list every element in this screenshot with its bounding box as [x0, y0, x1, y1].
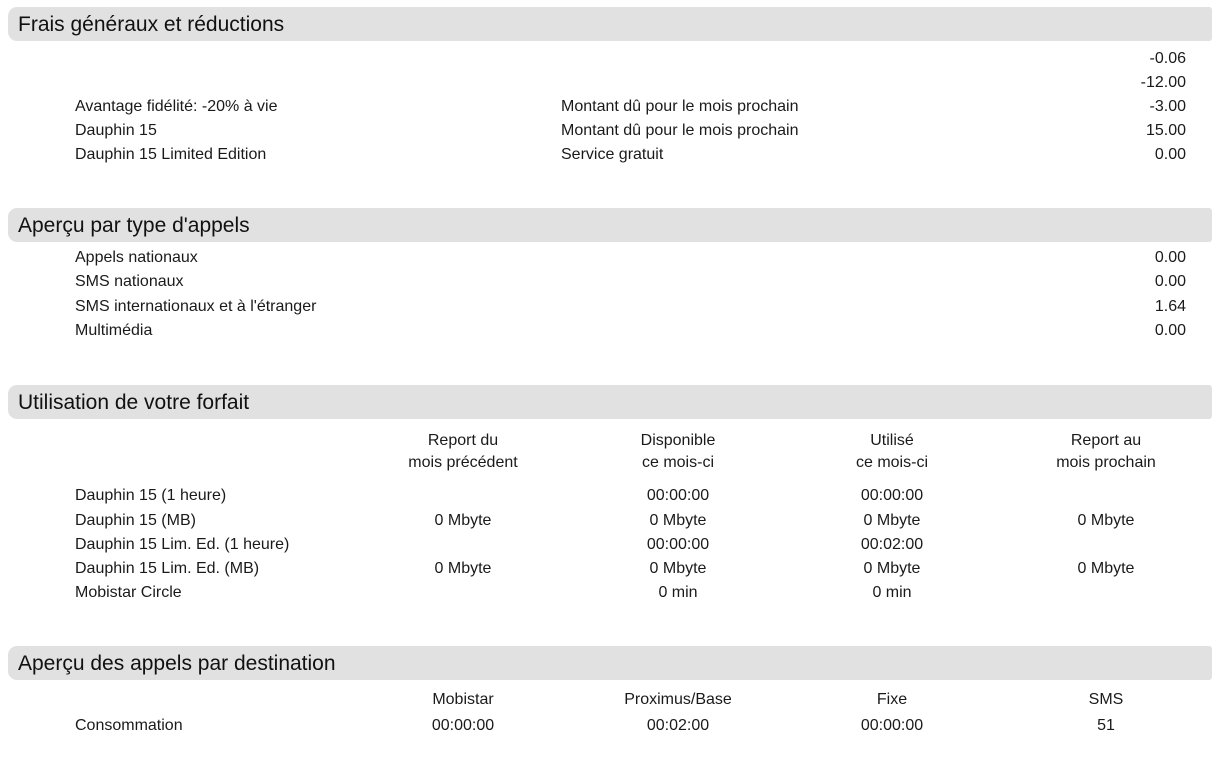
types-row-2-amount: 0.00	[1154, 273, 1186, 290]
destination-value-fixe: 00:00:00	[860, 717, 924, 734]
forfait-row-5-utilise: 0 min	[872, 584, 912, 601]
types-row-2-name: SMS nationaux	[75, 273, 184, 290]
forfait-col-report-proch-line1: Report au	[1070, 432, 1142, 449]
forfait-row-2-disponible: 0 Mbyte	[649, 512, 707, 529]
types-row-1-name: Appels nationaux	[75, 249, 198, 266]
destination-col-sms: SMS	[1088, 691, 1124, 708]
section-header-frais: Frais généraux et réductions	[8, 7, 1212, 41]
frais-row-2-name: Dauphin 15	[75, 122, 157, 139]
frais-row-1-name: Avantage fidélité: -20% à vie	[75, 98, 278, 115]
forfait-row-4-name: Dauphin 15 Lim. Ed. (MB)	[75, 560, 260, 577]
destination-col-mobistar: Mobistar	[432, 691, 494, 708]
forfait-row-4-utilise: 0 Mbyte	[863, 560, 921, 577]
forfait-row-5-report-prec	[363, 583, 563, 603]
destination-value-sms: 51	[1097, 717, 1115, 734]
types-row-4-name: Multimédia	[75, 322, 153, 339]
forfait-col-utilise-line2: ce mois-ci	[855, 454, 928, 471]
destination-value-mobistar: 00:00:00	[431, 717, 495, 734]
forfait-col-disponible-line2: ce mois-ci	[641, 454, 714, 471]
forfait-row-3-disponible: 00:00:00	[646, 536, 710, 553]
frais-row-1-desc: Montant dû pour le mois prochain	[561, 98, 799, 115]
forfait-row-4-report-proch: 0 Mbyte	[1077, 560, 1135, 577]
types-row-3-amount: 1.64	[1154, 298, 1186, 315]
section-header-forfait: Utilisation de votre forfait	[8, 385, 1212, 419]
forfait-row-4-disponible: 0 Mbyte	[649, 560, 707, 577]
forfait-row-5-name: Mobistar Circle	[75, 584, 182, 601]
forfait-row-5-report-proch	[1006, 583, 1206, 603]
forfait-row-1-name: Dauphin 15 (1 heure)	[75, 487, 227, 504]
types-row-1-amount: 0.00	[1154, 249, 1186, 266]
forfait-col-report-proch-line2: mois prochain	[1056, 454, 1156, 471]
types-row-3-name: SMS internationaux et à l'étranger	[75, 298, 317, 315]
forfait-row-1-report-proch	[1006, 486, 1206, 506]
frais-row-2-desc: Montant dû pour le mois prochain	[561, 122, 799, 139]
destination-col-proximus: Proximus/Base	[624, 691, 732, 708]
section-header-destination: Aperçu des appels par destination	[8, 646, 1212, 680]
frais-total-2: -12.00	[1140, 74, 1186, 91]
forfait-row-2-name: Dauphin 15 (MB)	[75, 512, 196, 529]
frais-row-3-amount: 0.00	[1154, 146, 1186, 163]
forfait-row-3-report-proch	[1006, 535, 1206, 555]
forfait-row-1-report-prec	[363, 486, 563, 506]
frais-row-3-name: Dauphin 15 Limited Edition	[75, 146, 267, 163]
forfait-row-2-utilise: 0 Mbyte	[863, 512, 921, 529]
forfait-row-5-disponible: 0 min	[658, 584, 698, 601]
forfait-col-disponible-line1: Disponible	[640, 432, 716, 449]
destination-row-name: Consommation	[75, 717, 183, 734]
forfait-col-report-prec-line2: mois précédent	[408, 454, 518, 471]
forfait-row-4-report-prec: 0 Mbyte	[434, 560, 492, 577]
forfait-row-3-utilise: 00:02:00	[860, 536, 924, 553]
forfait-row-2-report-proch: 0 Mbyte	[1077, 512, 1135, 529]
forfait-row-3-report-prec	[363, 535, 563, 555]
forfait-row-3-name: Dauphin 15 Lim. Ed. (1 heure)	[75, 536, 290, 553]
forfait-row-1-disponible: 00:00:00	[646, 487, 710, 504]
section-header-types: Aperçu par type d'appels	[8, 208, 1212, 242]
forfait-row-2-report-prec: 0 Mbyte	[434, 512, 492, 529]
forfait-col-utilise-line1: Utilisé	[870, 432, 914, 449]
frais-row-3-desc: Service gratuit	[561, 146, 664, 163]
frais-row-2-amount: 15.00	[1145, 122, 1186, 139]
destination-col-fixe: Fixe	[876, 691, 908, 708]
types-row-4-amount: 0.00	[1154, 322, 1186, 339]
frais-row-1-amount: -3.00	[1149, 98, 1186, 115]
frais-total-1: -0.06	[1149, 50, 1186, 67]
destination-value-proximus: 00:02:00	[646, 717, 710, 734]
forfait-row-1-utilise: 00:00:00	[860, 487, 924, 504]
forfait-col-report-prec-line1: Report du	[427, 432, 499, 449]
